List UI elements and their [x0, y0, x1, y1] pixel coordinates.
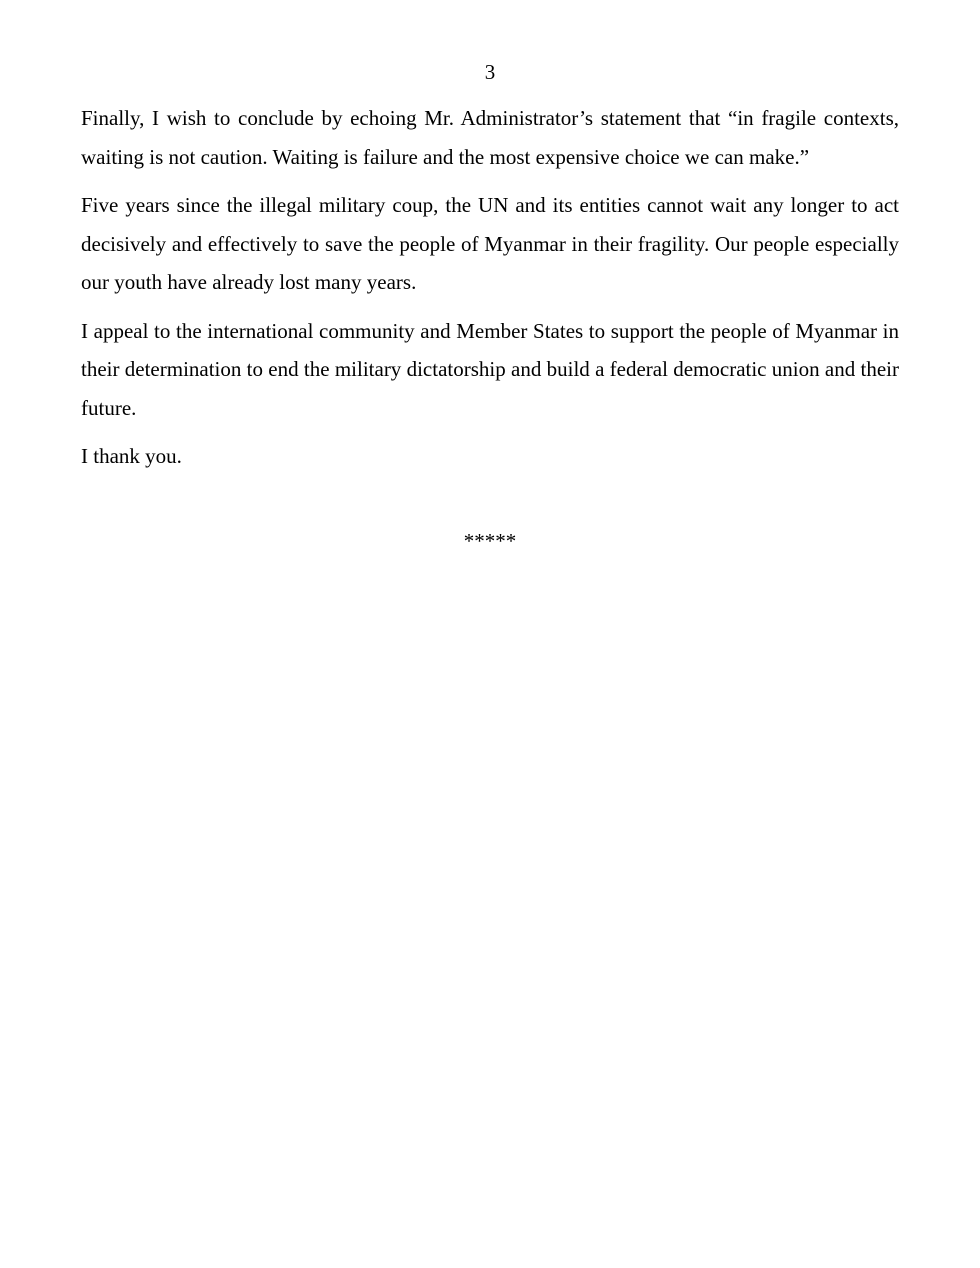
section-separator: *****	[463, 529, 517, 553]
paragraph-thanks: I thank you.	[81, 444, 182, 468]
paragraph-conclusion: Finally, I wish to conclude by echoing Mr. Administrator’s statement that “in fragile contexts, waiting is not caution. Waiting is failure and the most expensive choice we can make.”	[81, 106, 899, 169]
body-text	[81, 99, 899, 486]
paragraph-coup: Five years since the illegal military coup, the UN and its entities cannot wait any longer to act decisively and effectively to save the people of Myanmar in their fragility. Our people especially our youth have already lost many years.	[81, 193, 899, 294]
paragraph-appeal: I appeal to the international community and Member States to support the people of Myanmar in their determination to end the military dictatorship and build a federal democratic union and their future.	[81, 318, 899, 420]
page-number: 3	[484, 60, 496, 84]
